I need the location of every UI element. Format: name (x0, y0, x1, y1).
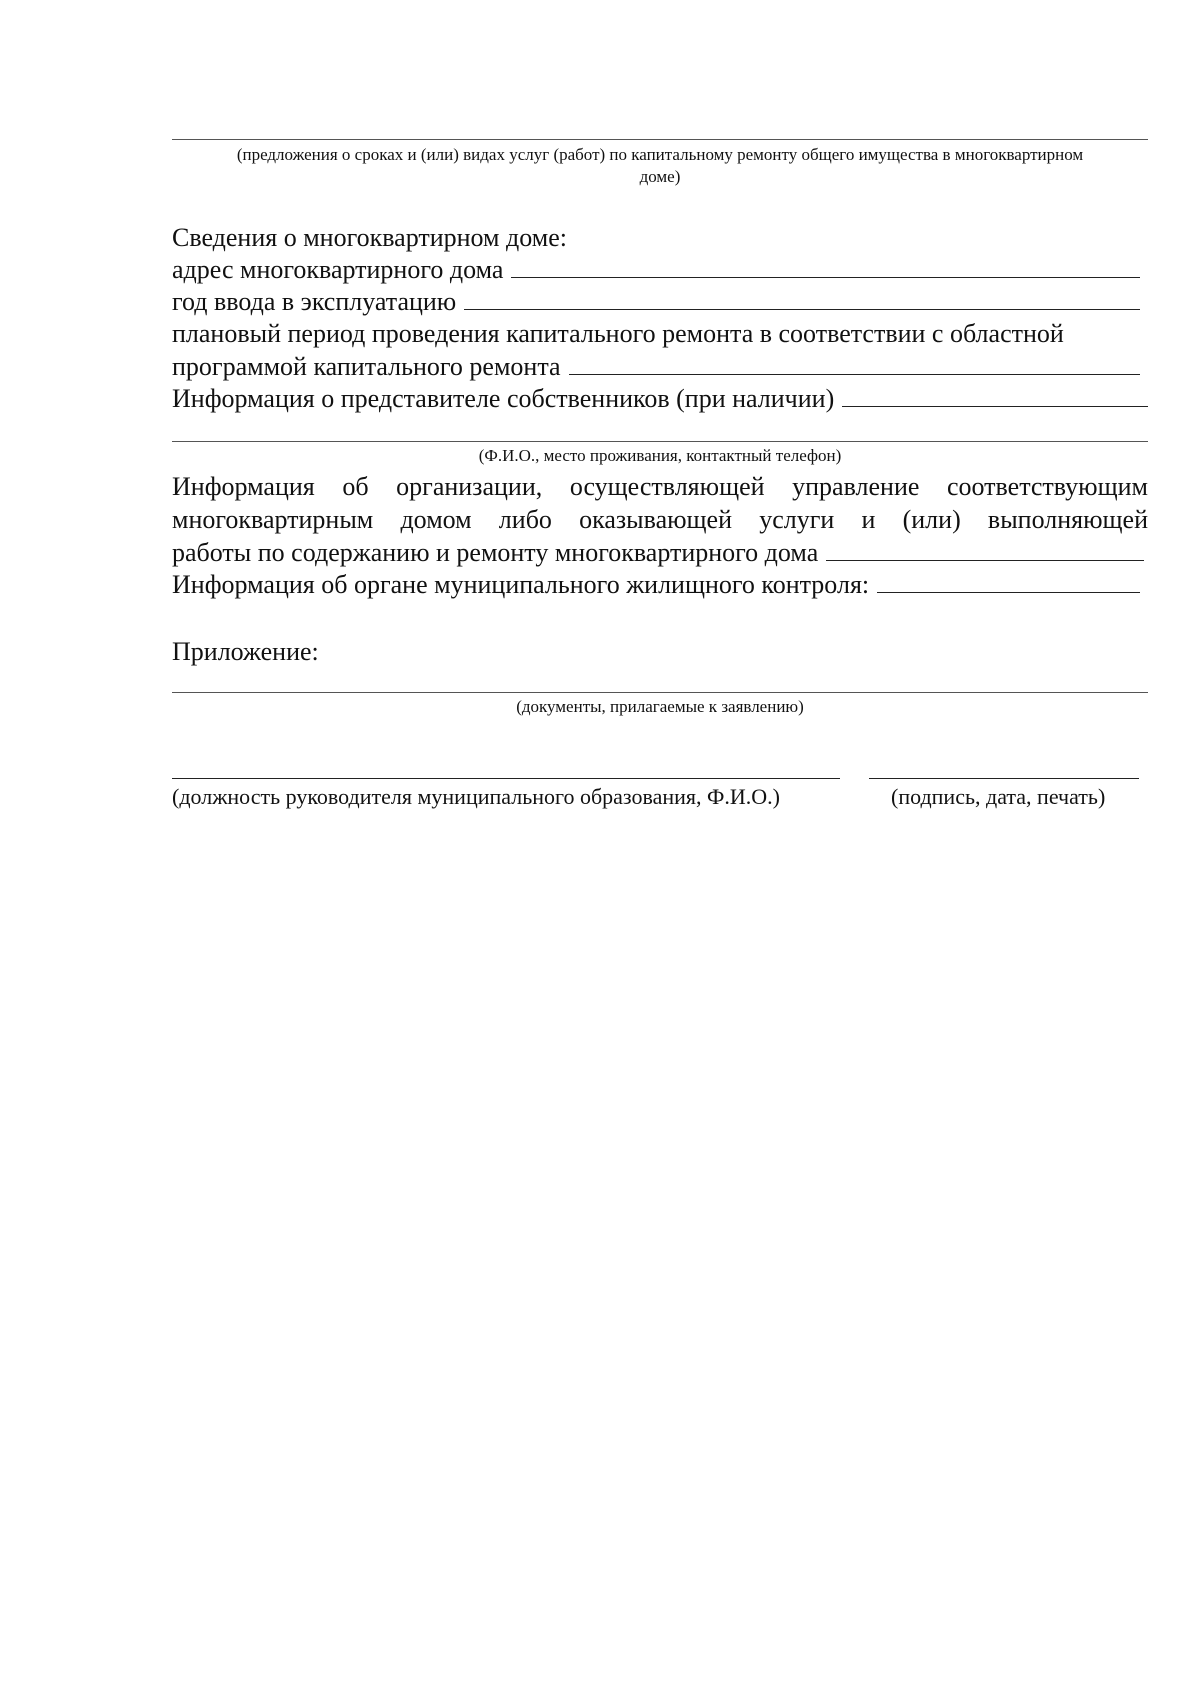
org-info-row (172, 537, 1144, 569)
signature-caption: (подпись, дата, печать) (891, 784, 1106, 809)
org-info-blank[interactable] (826, 538, 1144, 561)
year-label: год ввода в эксплуатацию (172, 287, 457, 316)
attachment-blank-line[interactable] (172, 692, 1148, 693)
period-row (172, 351, 1140, 383)
owner-rep-caption: (Ф.И.О., место проживания, контактный телефон) (478, 446, 842, 465)
position-caption: (должность руководителя муниципального образования, Ф.И.О.) (172, 784, 781, 809)
org-info-label: работы по содержанию и ремонту многоквартирного дома (172, 538, 819, 567)
owner-rep-label: Информация о представителе собственников (при наличии) (172, 384, 835, 413)
proposals-blank-line (172, 139, 1148, 140)
period-blank[interactable] (569, 352, 1140, 375)
owner-rep-blank[interactable] (842, 384, 1148, 407)
house-info-heading: Сведения о многоквартирном доме: (172, 223, 567, 252)
proposals-caption: (предложения о сроках и (или) видах услуг (работ) по капитальному ремонту общего имущества в многоквартирном доме) (236, 145, 1084, 186)
owner-rep-blank-line[interactable] (172, 441, 1148, 442)
control-row (172, 569, 1140, 601)
year-row (172, 286, 1140, 318)
address-blank[interactable] (511, 255, 1140, 278)
year-blank[interactable] (464, 287, 1140, 310)
attachment-caption: (документы, прилагаемые к заявлению) (516, 697, 804, 716)
control-label: Информация об органе муниципального жилищного контроля: (172, 570, 870, 599)
position-blank-line[interactable] (172, 778, 840, 779)
org-info-line-2: многоквартирным домом либо оказывающей услуги и (или) выполняющей (172, 505, 1148, 534)
org-info-line-1: Информация об организации, осуществляющей управление соответствующим (172, 472, 1148, 501)
signature-blank-line[interactable] (869, 778, 1139, 779)
attachment-label: Приложение: (172, 637, 319, 666)
address-row (172, 254, 1140, 286)
owner-rep-row (172, 383, 1148, 415)
address-label: адрес многоквартирного дома (172, 255, 504, 284)
control-blank[interactable] (877, 570, 1140, 593)
period-line-1: плановый период проведения капитального ремонта в соответствии с областной (172, 319, 1064, 348)
period-label: программой капитального ремонта (172, 352, 561, 381)
application-form-page (172, 0, 1148, 1697)
